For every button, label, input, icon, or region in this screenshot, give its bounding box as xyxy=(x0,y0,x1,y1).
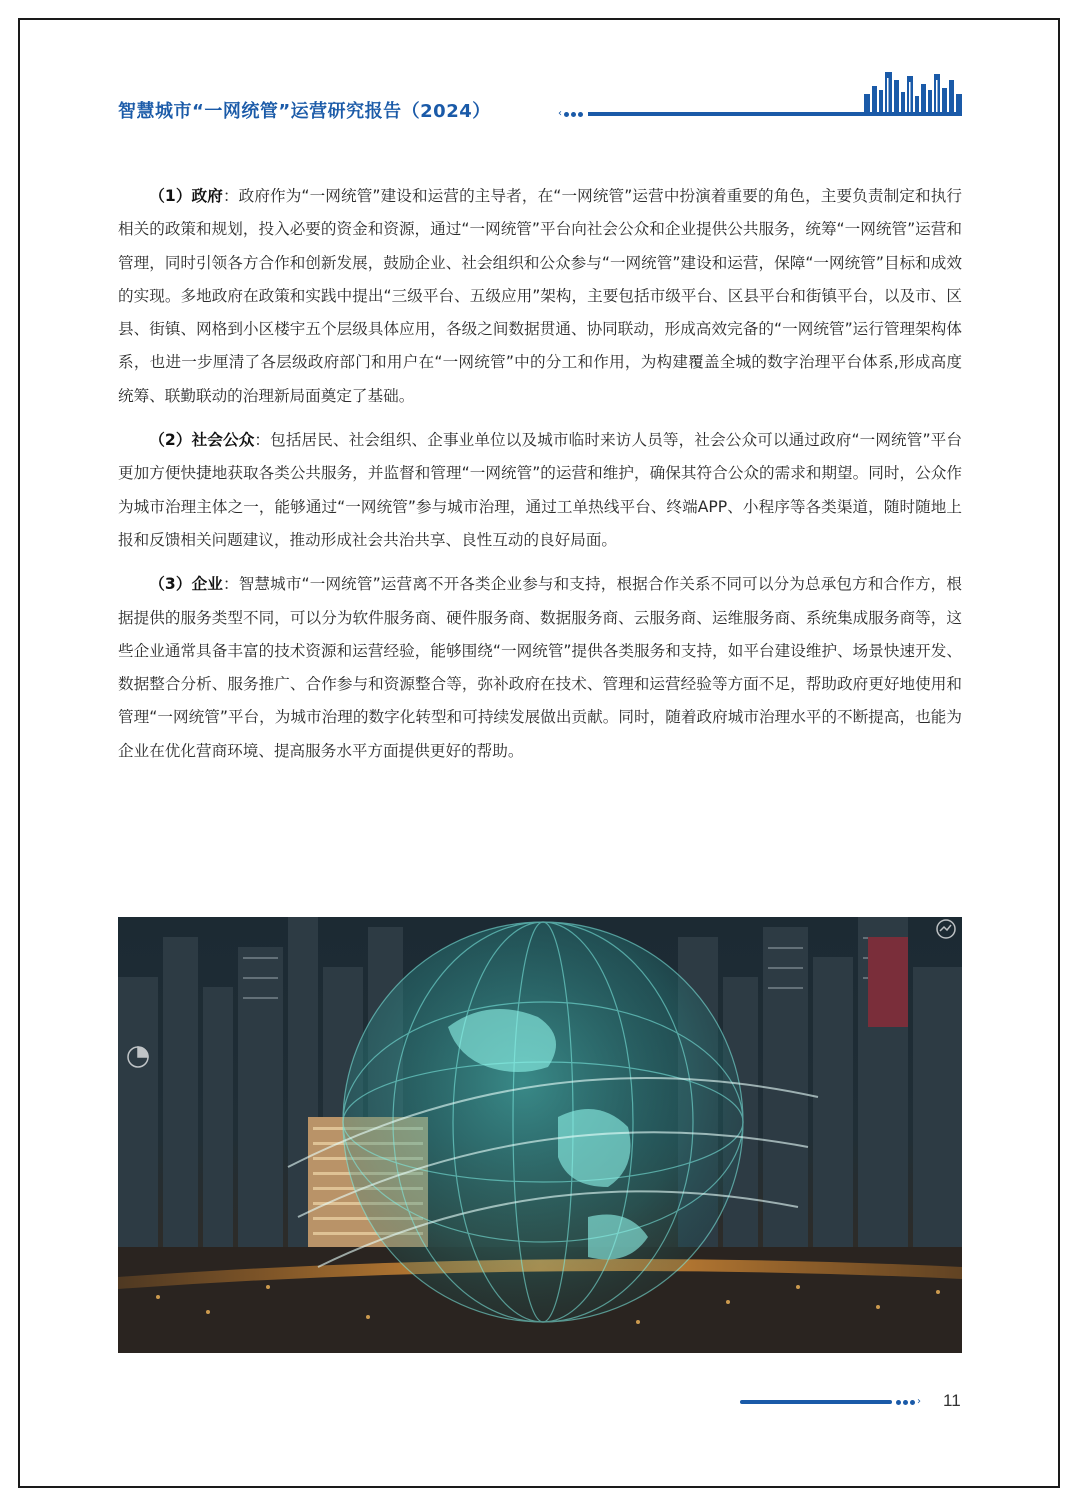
paragraph-government xyxy=(118,180,962,413)
paragraph-label: （1）政府 xyxy=(149,187,223,205)
skyline-logo-icon xyxy=(862,70,962,116)
page-header xyxy=(118,70,962,120)
city-globe-image xyxy=(118,917,962,1353)
paragraph-text: ：政府作为“一网统管”建设和运营的主导者，在“一网统管”运营中扮演着重要的角色，主要负责制定和执行相关的政策和规划，投入必要的资金和资源，通过“一网统管”平台向社会公众和企业提供公共服务，统筹“一网统管”运营和管理，同时引领各方合作和创新发展，鼓励企业、社会组织和公众参与“一网统管”建设和运营，保障“一网统管”目标和成效的实现。多地政府在政策和实践中提出“三级平台、五级应用”架构，主要包括市级平台、区县平台和街镇平台，以及市、区县、街镇、网格到小区楼宇五个层级具体应用，各级之间数据贯通、协同联动，形成高效完备的“一网统管”运行管理架构体系，也进一步厘清了各层级政府部门和用户在“一网统管”中的分工和作用，为构建覆盖全城的数字治理平台体系,形成高度统筹、联勤联动的治理新局面奠定了基础。 xyxy=(118,187,962,405)
chevron-dots-icon: ‹ xyxy=(558,110,583,118)
paragraph-label: （2）社会公众 xyxy=(149,431,255,450)
chevron-dots-icon: › xyxy=(896,1398,921,1406)
paragraph-label: （3）企业 xyxy=(149,575,223,594)
footer-rule xyxy=(740,1400,892,1404)
paragraph-public xyxy=(118,424,962,557)
paragraph-text: ：包括居民、社会组织、企事业单位以及城市临时来访人员等，社会公众可以通过政府“一网统管”平台更加方便快捷地获取各类公共服务，并监督和管理“一网统管”的运营和维护，确保其符合公众的需求和期望。同时，公众作为城市治理主体之一，能够通过“一网统管”参与城市治理，通过工单热线平台、终端APP、小程序等各类渠道，随时随地上报和反馈相关问题建议，推动形成社会共治共享、良性互动的良好局面。 xyxy=(118,431,962,549)
body-text xyxy=(118,180,962,779)
paragraph-text: ：智慧城市“一网统管”运营离不开各类企业参与和支持，根据合作关系不同可以分为总承包方和合作方，根据提供的服务类型不同，可以分为软件服务商、硬件服务商、数据服务商、云服务商、运维服务商、系统集成服务商等，这些企业通常具备丰富的技术资源和运营经验，能够围绕“一网统管”提供各类服务和支持，如平台建设维护、场景快速开发、数据整合分析、服务推广、合作参与和资源整合等，弥补政府在技术、管理和运营经验等方面不足，帮助政府更好地使用和管理“一网统管”平台，为城市治理的数字化转型和可持续发展做出贡献。同时，随着政府城市治理水平的不断提高，也能为企业在优化营商环境、提高服务水平方面提供更好的帮助。 xyxy=(118,575,962,760)
paragraph-enterprise xyxy=(118,568,962,768)
page-number: 11 xyxy=(943,1391,961,1410)
report-title: 智慧城市“一网统管”运营研究报告（2024） xyxy=(118,101,491,122)
